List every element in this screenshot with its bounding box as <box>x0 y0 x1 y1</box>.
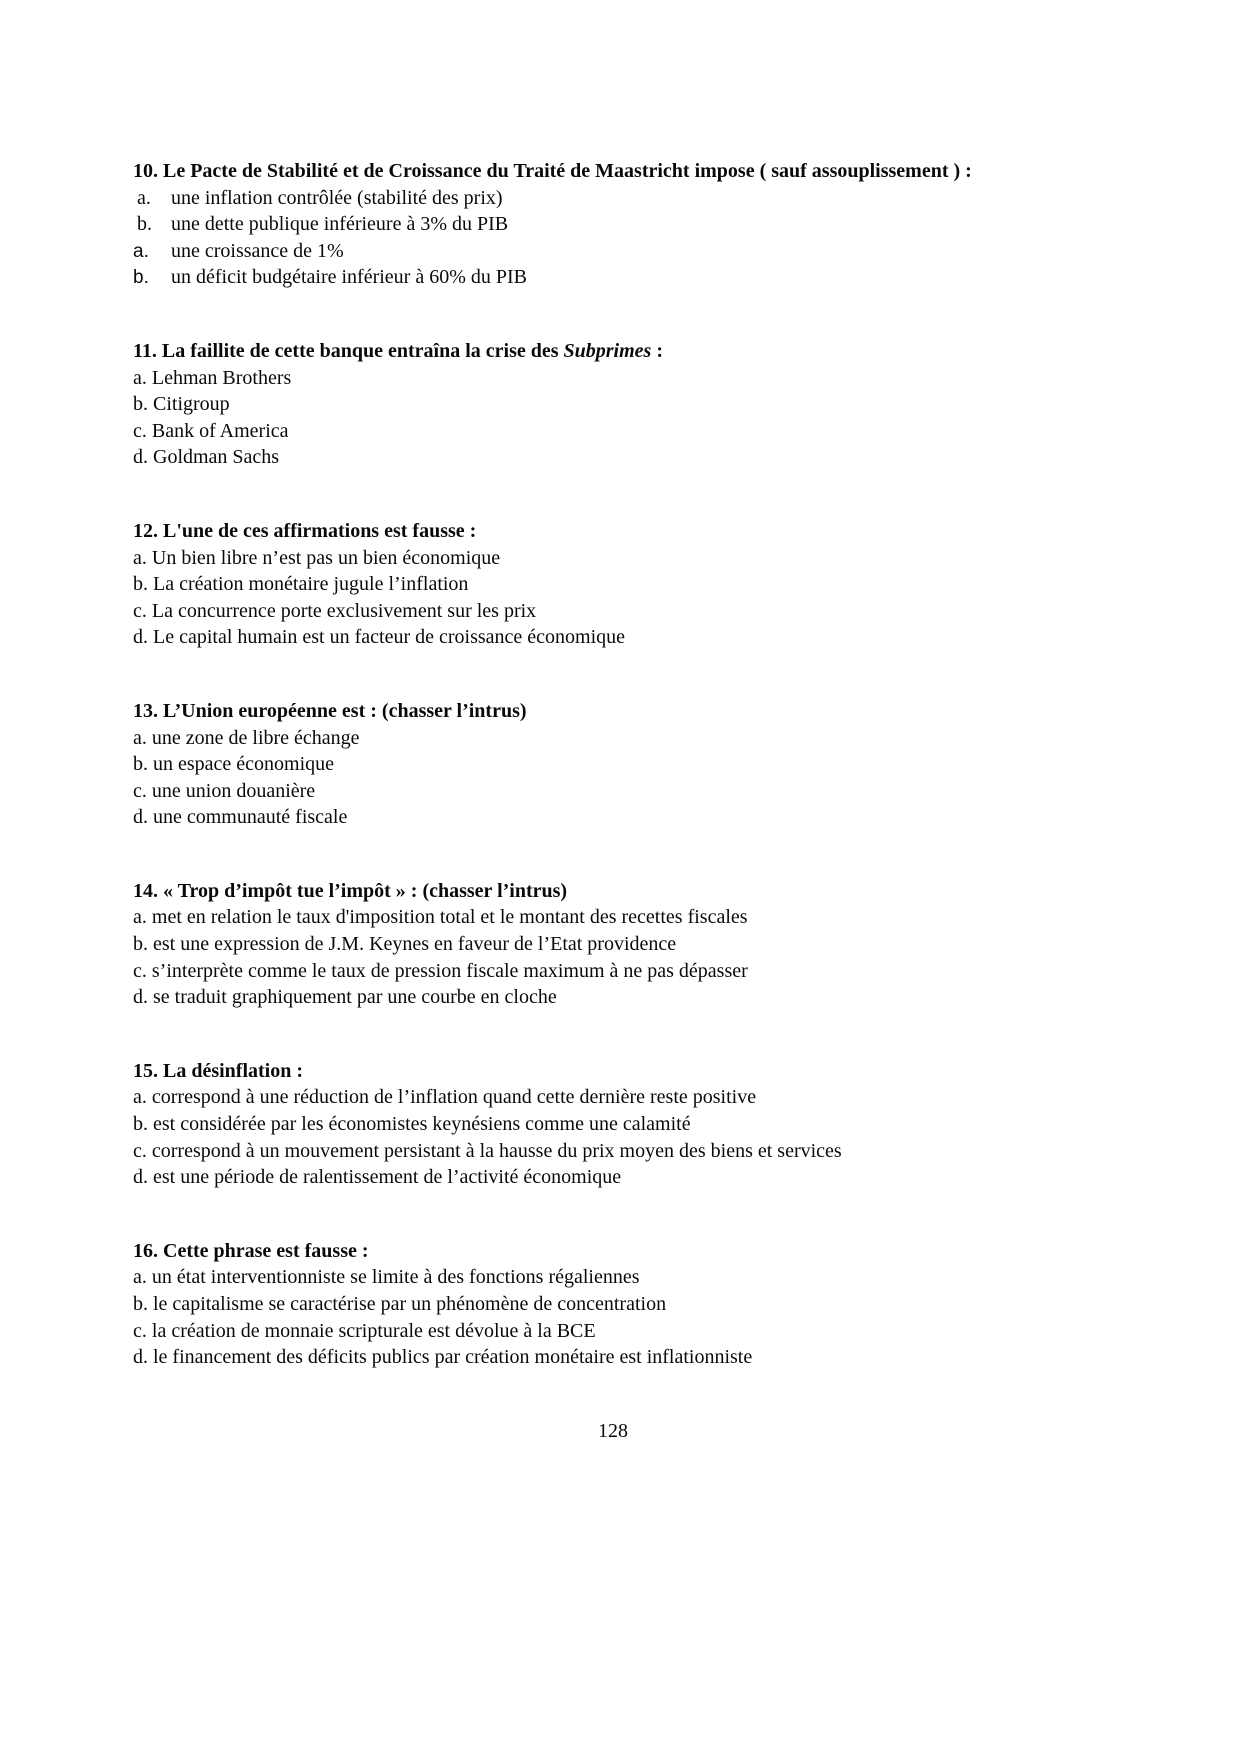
option-marker: d. <box>133 626 148 649</box>
question-11 <box>133 338 1093 471</box>
option-row <box>133 1264 1093 1291</box>
option-marker: c. <box>133 419 147 442</box>
option-marker: c. <box>133 599 147 622</box>
option-row <box>133 1318 1093 1345</box>
option-marker: b. <box>133 267 149 289</box>
option-text: Bank of America <box>151 419 289 442</box>
option-row <box>133 778 1093 805</box>
option-row <box>133 931 1093 958</box>
option-row <box>133 571 1093 598</box>
question-15 <box>133 1058 1093 1191</box>
option-row <box>133 904 1093 931</box>
option-row <box>133 725 1093 752</box>
option-marker: c. <box>133 1319 147 1342</box>
question-title: 12. L'une de ces affirmations est fausse : <box>133 519 477 542</box>
option-row <box>133 624 1093 651</box>
option-row <box>133 1344 1093 1371</box>
option-row <box>133 545 1093 572</box>
option-text: Le capital humain est un facteur de croissance économique <box>153 626 626 649</box>
option-marker: a. <box>133 726 147 749</box>
option-text: une dette publique inférieure à 3% du PIB <box>171 213 509 236</box>
option-text: s’interprète comme le taux de pression fiscale maximum à ne pas dépasser <box>151 959 748 982</box>
option-marker: d. <box>133 986 148 1009</box>
option-marker: d. <box>133 1346 148 1369</box>
option-text: Goldman Sachs <box>153 446 280 469</box>
question-14 <box>133 878 1093 1011</box>
italic-term: Subprimes <box>563 339 652 362</box>
option-marker: a. <box>133 546 147 569</box>
question-title: 10. Le Pacte de Stabilité et de Croissance du Traité de Maastricht impose ( sauf assouplissement ) : <box>133 160 972 182</box>
option-row <box>133 958 1093 985</box>
question-title: 13. L’Union européenne est : (chasser l’intrus) <box>133 699 527 722</box>
question-title <box>133 338 1093 365</box>
option-marker: b. <box>137 213 152 236</box>
option-text: une croissance de 1% <box>171 239 344 262</box>
option-row <box>133 598 1093 625</box>
option-marker: d. <box>133 1166 148 1189</box>
option-text: un espace économique <box>153 753 335 776</box>
option-text: une union douanière <box>151 779 316 802</box>
option-row <box>133 804 1093 831</box>
option-text: la création de monnaie scripturale est dévolue à la BCE <box>151 1319 596 1342</box>
option-marker: c. <box>133 1139 147 1162</box>
option-marker: d. <box>133 446 148 469</box>
option-row <box>133 1138 1093 1165</box>
page-footer <box>133 1418 1093 1445</box>
option-text: est considérée par les économistes keynésiens comme une calamité <box>153 1113 691 1136</box>
option-text: est une expression de J.M. Keynes en faveur de l’Etat providence <box>153 933 677 956</box>
option-row <box>133 238 1093 265</box>
option-marker: b. <box>133 1293 148 1315</box>
option-text: un état interventionniste se limite à des fonctions régaliennes <box>151 1266 640 1289</box>
option-row <box>133 1164 1093 1191</box>
option-marker: a. <box>133 240 149 262</box>
option-marker: b. <box>133 573 148 596</box>
option-text: La concurrence porte exclusivement sur les prix <box>151 599 537 622</box>
option-text: La création monétaire jugule l’inflation <box>153 573 469 596</box>
option-row <box>133 185 1093 212</box>
option-text: Lehman Brothers <box>151 366 292 389</box>
question-10 <box>133 158 1093 291</box>
option-text: le financement des déficits publics par création monétaire est inflationniste <box>153 1346 753 1369</box>
option-row <box>133 1111 1093 1138</box>
page-content <box>133 158 1093 1444</box>
option-row <box>133 444 1093 471</box>
option-marker: c. <box>133 959 147 982</box>
option-row <box>133 1291 1093 1318</box>
question-title: 15. La désinflation : <box>133 1059 304 1082</box>
option-text: une inflation contrôlée (stabilité des prix) <box>171 186 503 209</box>
option-text: met en relation le taux d'imposition total et le montant des recettes fiscales <box>151 906 748 929</box>
option-text: se traduit graphiquement par une courbe en cloche <box>153 986 557 1009</box>
option-row <box>133 365 1093 392</box>
question-16 <box>133 1238 1093 1371</box>
question-12 <box>133 518 1093 651</box>
option-row <box>133 751 1093 778</box>
question-13 <box>133 698 1093 831</box>
page-number: 128 <box>598 1419 628 1442</box>
option-row <box>133 418 1093 445</box>
option-text: un déficit budgétaire inférieur à 60% du PIB <box>171 266 527 289</box>
question-title-text: 11. La faillite de cette banque entraîna la crise des <box>133 339 564 362</box>
option-marker: b. <box>133 393 148 416</box>
option-marker: b. <box>133 933 148 956</box>
option-text: correspond à une réduction de l’inflation quand cette dernière reste positive <box>151 1086 757 1109</box>
question-title-text: : <box>651 339 663 362</box>
option-marker: c. <box>133 779 147 802</box>
option-row <box>133 264 1093 291</box>
option-marker: b. <box>133 753 148 776</box>
option-text: une communauté fiscale <box>153 806 348 829</box>
option-text: Citigroup <box>153 393 230 416</box>
option-row <box>133 391 1093 418</box>
option-marker: a. <box>133 366 147 389</box>
question-title: 16. Cette phrase est fausse : <box>133 1239 369 1262</box>
option-row <box>133 211 1093 238</box>
option-marker: b. <box>133 1113 148 1136</box>
option-text: Un bien libre n’est pas un bien économique <box>151 546 501 569</box>
option-text: le capitalisme se caractérise par un phénomène de concentration <box>153 1293 667 1315</box>
option-row <box>133 984 1093 1011</box>
option-text: correspond à un mouvement persistant à la hausse du prix moyen des biens et services <box>151 1139 842 1162</box>
option-marker: a. <box>133 1086 147 1109</box>
option-marker: d. <box>133 806 148 829</box>
option-text: une zone de libre échange <box>151 726 360 749</box>
option-marker: a. <box>133 906 147 929</box>
option-marker: a. <box>137 186 151 209</box>
option-text: est une période de ralentissement de l’activité économique <box>153 1166 622 1189</box>
question-title: 14. « Trop d’impôt tue l’impôt » : (chasser l’intrus) <box>133 879 568 902</box>
option-row <box>133 1084 1093 1111</box>
option-marker: a. <box>133 1266 147 1289</box>
